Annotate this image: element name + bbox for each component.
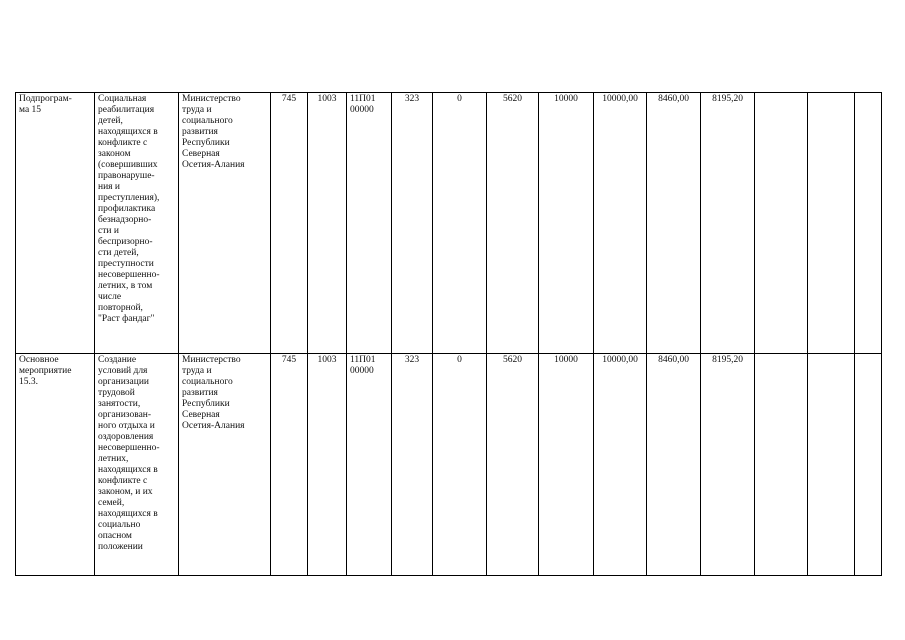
program-name: Подпрограм- ма 15	[19, 94, 72, 115]
value-cell-2: 5620	[487, 354, 539, 576]
table-row	[16, 354, 882, 576]
executor-name: Министерство труда и социального развития Республики Северная Осетия-Алания	[182, 94, 245, 170]
grbs-cell: 745	[271, 93, 308, 354]
value-cell-8	[808, 93, 855, 354]
value-cell-6: 8195,20	[701, 93, 755, 354]
value-cell-4: 10000,00	[594, 93, 647, 354]
value-cell-1: 0	[433, 93, 487, 354]
executor-cell	[179, 93, 271, 354]
csr-code: 11П01 00000	[350, 355, 376, 376]
value-cell-3: 10000	[539, 93, 594, 354]
value-cell-8	[808, 354, 855, 576]
program-name-cell	[16, 354, 95, 576]
value-cell-9	[855, 354, 882, 576]
value-cell-5: 8460,00	[647, 93, 701, 354]
value-cell-4: 10000,00	[594, 354, 647, 576]
value-cell-6: 8195,20	[701, 354, 755, 576]
csr-cell	[347, 93, 392, 354]
vr-cell: 323	[392, 93, 433, 354]
table-row	[16, 93, 882, 354]
value-cell-1: 0	[433, 354, 487, 576]
csr-code: 11П01 00000	[350, 94, 376, 115]
program-name: Основное мероприятие 15.3.	[19, 355, 72, 387]
csr-cell	[347, 354, 392, 576]
grbs-cell: 745	[271, 354, 308, 576]
value-cell-9	[855, 93, 882, 354]
value-cell-3: 10000	[539, 354, 594, 576]
program-description: Создание условий для организации трудовой занятости, организован- ного отдыха и оздоровления несовершенно- летних, находящихся в конфликте с законом, и их семей, находящихся в социально опасном положении	[98, 355, 160, 552]
rzpr-cell: 1003	[308, 354, 347, 576]
executor-cell	[179, 354, 271, 576]
executor-name: Министерство труда и социального развития Республики Северная Осетия-Алания	[182, 355, 245, 431]
vr-cell: 323	[392, 354, 433, 576]
program-description: Социальная реабилитация детей, находящихся в конфликте с законом (совершивших правонаруше- ния и преступления), профилактика безнадзорно- сти и беспризорно- сти детей, преступности несовершенно- летних, в том числе повторной, "Раст фандаг"	[98, 94, 160, 324]
budget-table	[15, 92, 882, 576]
value-cell-7	[755, 93, 808, 354]
rzpr-cell: 1003	[308, 93, 347, 354]
value-cell-7	[755, 354, 808, 576]
description-cell	[95, 354, 179, 576]
description-cell	[95, 93, 179, 354]
program-name-cell	[16, 93, 95, 354]
value-cell-2: 5620	[487, 93, 539, 354]
value-cell-5: 8460,00	[647, 354, 701, 576]
